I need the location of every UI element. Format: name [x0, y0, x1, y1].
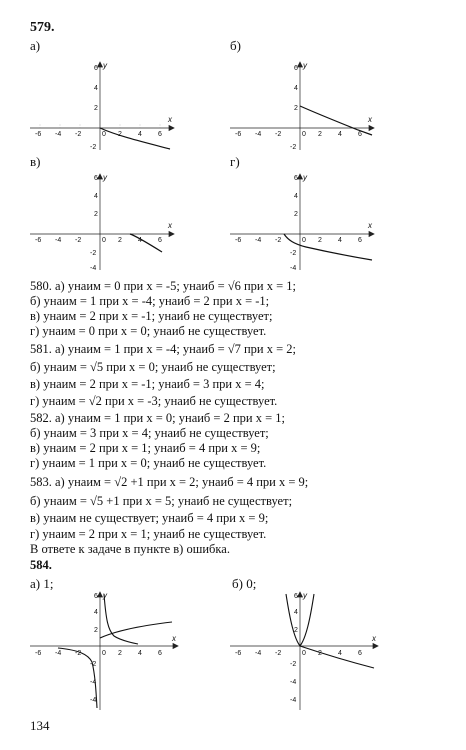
tick-x: 6 [358, 650, 362, 657]
tick-y: -4 [90, 697, 97, 704]
axis-x-label: x [372, 634, 376, 643]
tick-x: -6 [35, 237, 42, 244]
answer-580b: б) yнаим = 1 при x = -4; yнаиб = 2 при x = -1; [30, 294, 270, 308]
answer-581v: в) yнаим = 2 при x = -1; yнаиб = 3 при x = 4; [30, 377, 265, 391]
tick-y: 2 [294, 105, 298, 112]
graph-584b [228, 590, 383, 712]
graph-b-label: б) [230, 38, 241, 53]
tick-y: -4 [290, 265, 297, 272]
tick-x: 0 [102, 237, 106, 244]
tick-x: -4 [255, 650, 262, 657]
tick-y: 2 [294, 211, 298, 218]
axis-y-label: y [303, 173, 307, 182]
tick-x: -2 [75, 650, 82, 657]
tick-x: -6 [35, 131, 42, 138]
hyperbola-right [104, 594, 138, 644]
tick-x: 2 [118, 650, 122, 657]
tick-y: 6 [294, 593, 298, 600]
answer-582g: г) yнаим = 1 при x = 0; yнаиб не существует. [30, 456, 267, 470]
tick-y: 2 [294, 627, 298, 634]
axis-x-label: x [368, 115, 372, 124]
tick-x: -4 [55, 131, 62, 138]
answer-580g: г) yнаим = 0 при x = 0; yнаиб не существует. [30, 324, 267, 338]
tick-y: -2 [90, 661, 97, 668]
answer-582a: 582. а) yнаим = 1 при x = 0; yнаиб = 2 при x = 1; [30, 411, 285, 425]
answer-583b: б) yнаим = √5 +1 при x = 5; yнаиб не существует; [30, 494, 293, 508]
problem-584-number: 584. [30, 558, 52, 572]
function-curve [300, 106, 372, 135]
tick-x: -2 [275, 237, 282, 244]
note-error: В ответе к задаче в пункте в) ошибка. [30, 542, 230, 556]
axis-x-label: x [368, 221, 372, 230]
tick-x: 6 [158, 650, 162, 657]
answer-581b: б) yнаим = √5 при x = 0; yнаиб не существует; [30, 360, 276, 374]
graph-579g [228, 172, 378, 272]
tick-x: 0 [102, 650, 106, 657]
tick-x: -4 [55, 237, 62, 244]
axis-x-label: x [168, 115, 172, 124]
tick-x: 6 [358, 131, 362, 138]
tick-y: -2 [290, 144, 297, 151]
tick-y: -4 [90, 265, 97, 272]
tick-y: -2 [290, 661, 297, 668]
graph-g-label: г) [230, 154, 240, 169]
tick-x: 6 [358, 237, 362, 244]
root-curve [100, 622, 172, 638]
tick-x: 2 [118, 131, 122, 138]
tick-x: 4 [338, 131, 342, 138]
tick-x: -4 [55, 650, 62, 657]
tick-x: 4 [138, 650, 142, 657]
answer-582b: б) yнаим = 3 при x = 4; yнаиб не существует; [30, 426, 269, 440]
tick-y: 6 [294, 175, 298, 182]
tick-x: -2 [275, 650, 282, 657]
answer-581a: 581. а) yнаим = 1 при x = -4; yнаиб = √7 при x = 2; [30, 342, 297, 356]
tick-y: 4 [94, 85, 98, 92]
answer-580a: 580. а) yнаим = 0 при x = -5; yнаиб = √6 при x = 1; [30, 279, 297, 293]
tick-y: 2 [94, 211, 98, 218]
axis-y-label: y [103, 61, 107, 70]
tick-y: 6 [94, 65, 98, 72]
tick-x: 6 [158, 131, 162, 138]
tick-x: -6 [235, 650, 242, 657]
graph-584a [28, 590, 183, 712]
axis-y-label: y [303, 591, 307, 600]
graph-579a [28, 58, 178, 158]
axis-x-label: x [168, 221, 172, 230]
tick-y: -4 [290, 697, 297, 704]
answer-580v: в) yнаим = 2 при x = -1; yнаиб не существует; [30, 309, 273, 323]
tick-x: -2 [75, 237, 82, 244]
tick-y: 2 [94, 627, 98, 634]
tick-x: 0 [302, 131, 306, 138]
tick-y: 6 [294, 65, 298, 72]
graph-584a-label: а) 1; [30, 576, 54, 591]
tick-x: 0 [102, 131, 106, 138]
tick-x: 2 [118, 237, 122, 244]
tick-x: 4 [338, 650, 342, 657]
tick-x: -6 [235, 131, 242, 138]
tick-x: 4 [138, 131, 142, 138]
tick-x: -6 [35, 650, 42, 657]
answer-581g: г) yнаим = √2 при x = -3; yнаиб не существует. [30, 394, 278, 408]
tick-y: 6 [94, 175, 98, 182]
tick-x: 4 [138, 237, 142, 244]
tick-x: -4 [255, 237, 262, 244]
tick-y: 4 [94, 609, 98, 616]
tick-x: 2 [318, 131, 322, 138]
tick-y: -4 [90, 679, 97, 686]
graph-a-label: а) [30, 38, 41, 53]
tick-x: -6 [235, 237, 242, 244]
graph-584b-label: б) 0; [232, 576, 257, 591]
tick-x: 0 [302, 237, 306, 244]
problem-579-number: 579. [30, 20, 55, 35]
tick-x: 4 [338, 237, 342, 244]
graph-579v [28, 172, 178, 272]
decreasing-curve [300, 646, 374, 668]
tick-y: -2 [90, 144, 97, 151]
tick-y: 4 [294, 609, 298, 616]
tick-x: 2 [318, 650, 322, 657]
tick-x: 6 [158, 237, 162, 244]
tick-y: -4 [290, 679, 297, 686]
tick-y: -2 [90, 250, 97, 257]
tick-y: 2 [94, 105, 98, 112]
answer-582v: в) yнаим = 2 при x = 1; yнаиб = 4 при x = 9; [30, 441, 261, 455]
tick-x: 2 [318, 237, 322, 244]
graph-v-label: в) [30, 154, 41, 169]
axis-y-label: y [303, 61, 307, 70]
graph-579b [228, 58, 378, 158]
tick-y: 4 [294, 193, 298, 200]
axis-y-label: y [103, 591, 107, 600]
answer-583v: в) yнаим не существует; yнаиб = 4 при x = 9; [30, 511, 269, 525]
tick-y: 4 [94, 193, 98, 200]
tick-y: 6 [94, 593, 98, 600]
axis-x-label: x [172, 634, 176, 643]
tick-y: -2 [290, 250, 297, 257]
page-number: 134 [30, 718, 50, 733]
answer-583a: 583. а) yнаим = √2 +1 при x = 2; yнаиб = 4 при x = 9; [30, 475, 309, 489]
axis-y-label: y [103, 173, 107, 182]
answer-583g: г) yнаим = 2 при x = 1; yнаиб не существует. [30, 527, 267, 541]
tick-x: -4 [255, 131, 262, 138]
tick-y: 4 [294, 85, 298, 92]
tick-x: -2 [275, 131, 282, 138]
tick-x: 0 [302, 650, 306, 657]
tick-x: -2 [75, 131, 82, 138]
